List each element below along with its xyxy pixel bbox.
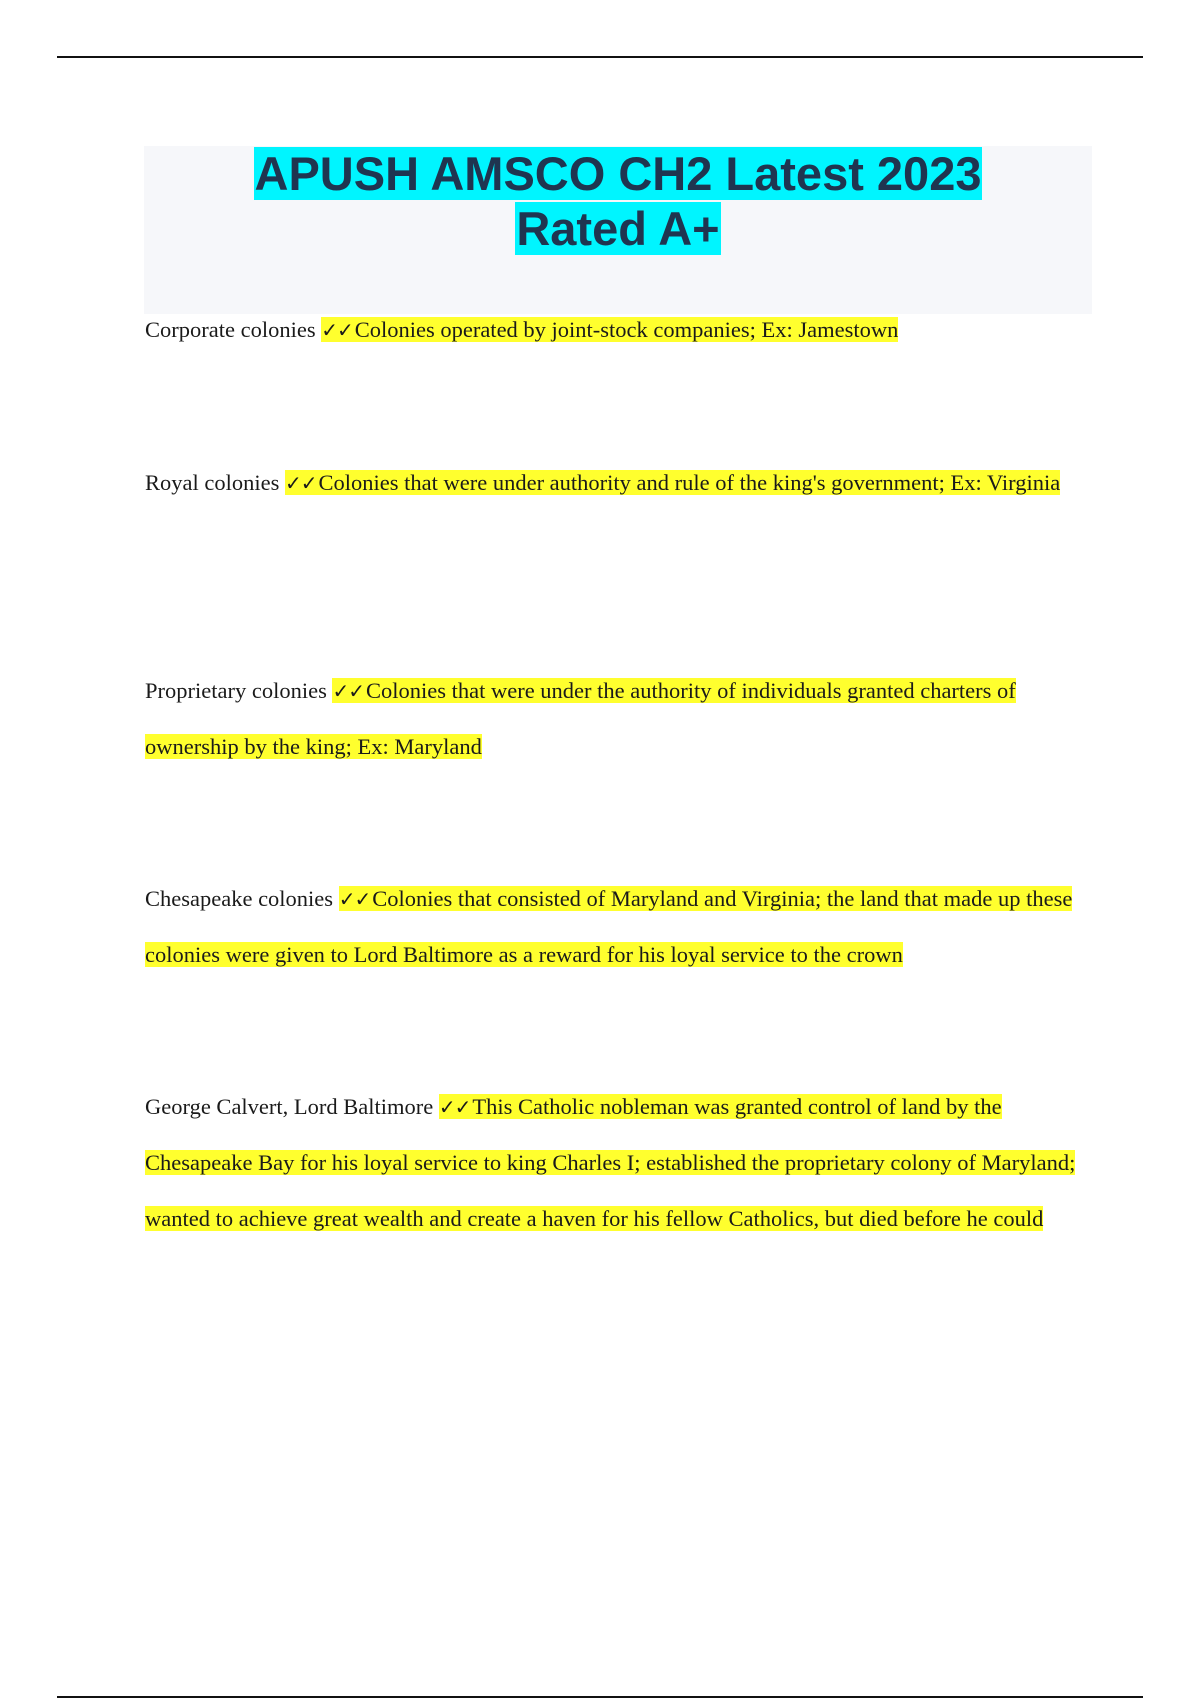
term: Corporate colonies (145, 317, 316, 342)
term: Chesapeake colonies (145, 886, 334, 911)
flashcard-entry (145, 1079, 1090, 1247)
title-line-2: Rated A+ (516, 202, 720, 255)
term: Proprietary colonies (145, 678, 327, 703)
checkmark-icon: ✓✓ (332, 679, 364, 703)
title-line-1: APUSH AMSCO CH2 Latest 2023 (254, 147, 982, 200)
bottom-rule (57, 1696, 1143, 1698)
term: Royal colonies (145, 470, 280, 495)
flashcard-entry (145, 871, 1090, 983)
definition: Colonies that were under the authority of individuals granted charters of ownership by the king; Ex: Maryland (145, 678, 1016, 759)
checkmark-icon: ✓✓ (438, 1095, 471, 1119)
top-rule (57, 56, 1143, 58)
definition: Colonies that consisted of Maryland and Virginia; the land that made up these colonies were given to Lord Baltimore as a reward for his loyal service to the crown (145, 886, 1073, 967)
term: George Calvert, Lord Baltimore (145, 1094, 434, 1119)
definition-highlight (321, 317, 898, 342)
definition: Colonies that were under authority and rule of the king's government; Ex: Virginia (318, 470, 1061, 495)
flashcard-entry (145, 455, 1090, 511)
checkmark-icon: ✓✓ (338, 887, 371, 911)
definition-highlight (285, 470, 1060, 495)
title-block (144, 146, 1092, 314)
checkmark-icon: ✓✓ (284, 471, 317, 495)
checkmark-icon: ✓✓ (321, 318, 353, 342)
flashcard-entry (145, 663, 1090, 775)
flashcard-entry (145, 302, 1090, 358)
definition: This Catholic nobleman was granted control of land by the Chesapeake Bay for his loyal service to king Charles I; established the proprietary colony of Maryland; wanted to achieve great wealth and create a haven for his fellow Catholics, but died before he could (145, 1094, 1076, 1231)
document-title (144, 146, 1092, 256)
definition: Colonies operated by joint-stock companies; Ex: Jamestown (354, 317, 899, 342)
